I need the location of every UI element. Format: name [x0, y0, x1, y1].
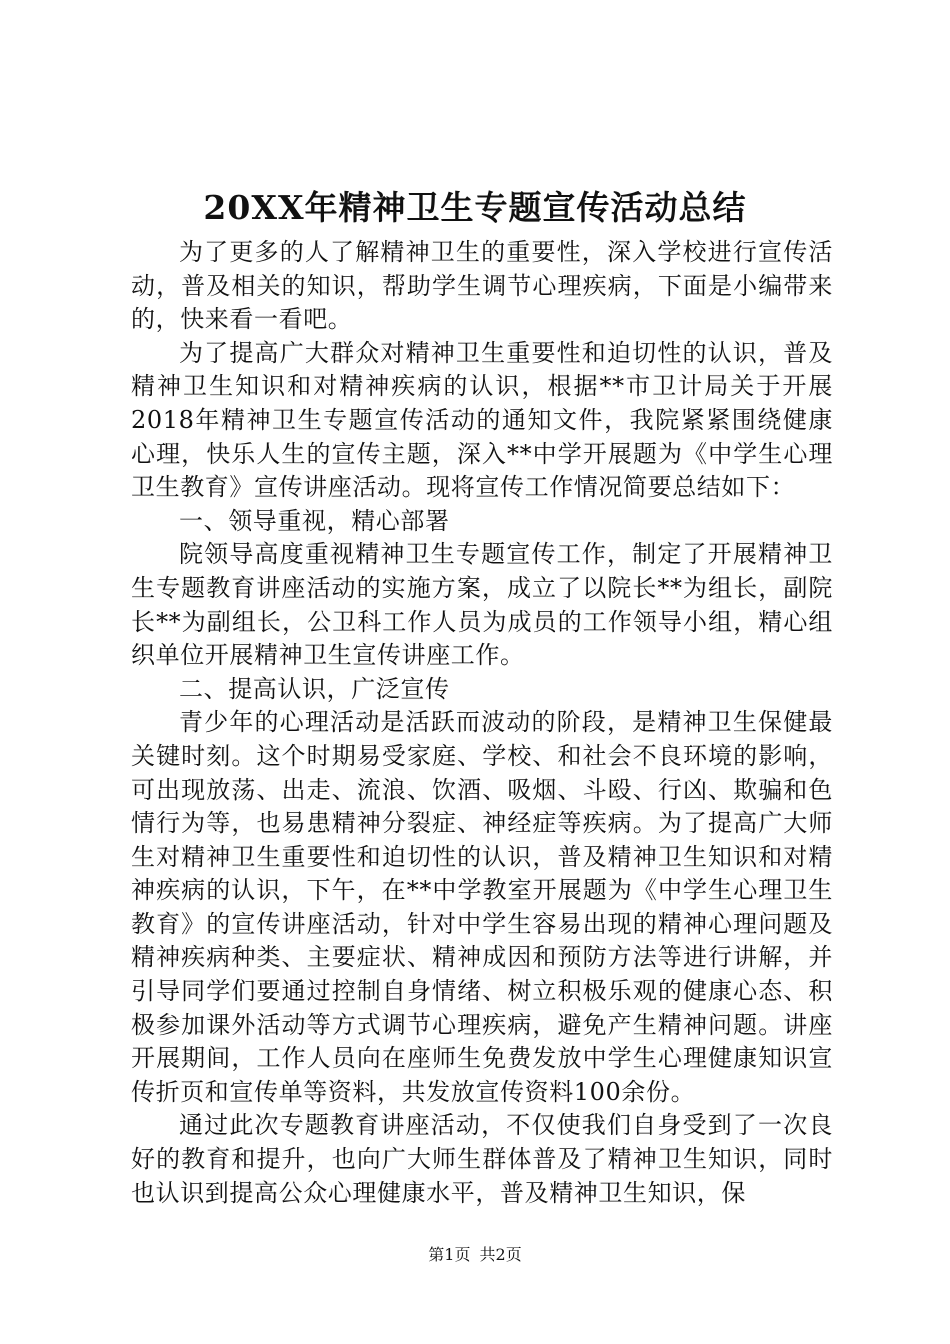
page-footer	[0, 1244, 950, 1266]
document-title: 20XX年精神卫生专题宣传活动总结	[203, 188, 747, 227]
page-total: 共2页	[479, 1245, 522, 1264]
document-body	[131, 236, 833, 1210]
section-heading-1: 一、领导重视，精心部署	[179, 506, 450, 535]
section-heading-2: 二、提高认识，广泛宣传	[179, 674, 450, 703]
paragraph-awareness: 青少年的心理活动是活跃而波动的阶段，是精神卫生保健最关键时刻。这个时期易受家庭、学校、和社会不良环境的影响，可出现放荡、出走、流浪、饮酒、吸烟、斗殴、行凶、欺骗和色情行为等，也易患精神分裂症、神经症等疾病。为了提高广大师生对精神卫生重要性和迫切性的认识，普及精神卫生知识和对精神疾病的认识，下午，在**中学教室开展题为《中学生心理卫生教育》的宣传讲座活动，针对中学生容易出现的精神心理问题及精神疾病种类、主要症状、精神成因和预防方法等进行讲解，并引导同学们要通过控制自身情绪、树立积极乐观的健康心态、积极参加课外活动等方式调节心理疾病，避免产生精神问题。讲座开展期间，工作人员向在座师生免费发放中学生心理健康知识宣传折页和宣传单等资料，共发放宣传资料100余份。	[131, 708, 833, 1106]
paragraph-leadership: 院领导高度重视精神卫生专题宣传工作，制定了开展精神卫生专题教育讲座活动的实施方案，成立了以院长**为组长，副院长**为副组长，公卫科工作人员为成员的工作领导小组，精心组织单位开展精神卫生宣传讲座工作。	[131, 540, 833, 670]
paragraph-intro: 为了更多的人了解精神卫生的重要性，深入学校进行宣传活动，普及相关的知识，帮助学生调节心理疾病，下面是小编带来的，快来看一看吧。	[131, 238, 833, 334]
paragraph-conclusion: 通过此次专题教育讲座活动，不仅使我们自身受到了一次良好的教育和提升，也向广大师生群体普及了精神卫生知识，同时也认识到提高公众心理健康水平，普及精神卫生知识，保	[131, 1111, 833, 1207]
paragraph-background: 为了提高广大群众对精神卫生重要性和迫切性的认识，普及精神卫生知识和对精神疾病的认识，根据**市卫计局关于开展2018年精神卫生专题宣传活动的通知文件，我院紧紧围绕健康心理，快乐人生的宣传主题，深入**中学开展题为《中学生心理卫生教育》宣传讲座活动。现将宣传工作情况简要总结如下：	[131, 338, 833, 502]
page-number: 第1页	[428, 1245, 471, 1264]
